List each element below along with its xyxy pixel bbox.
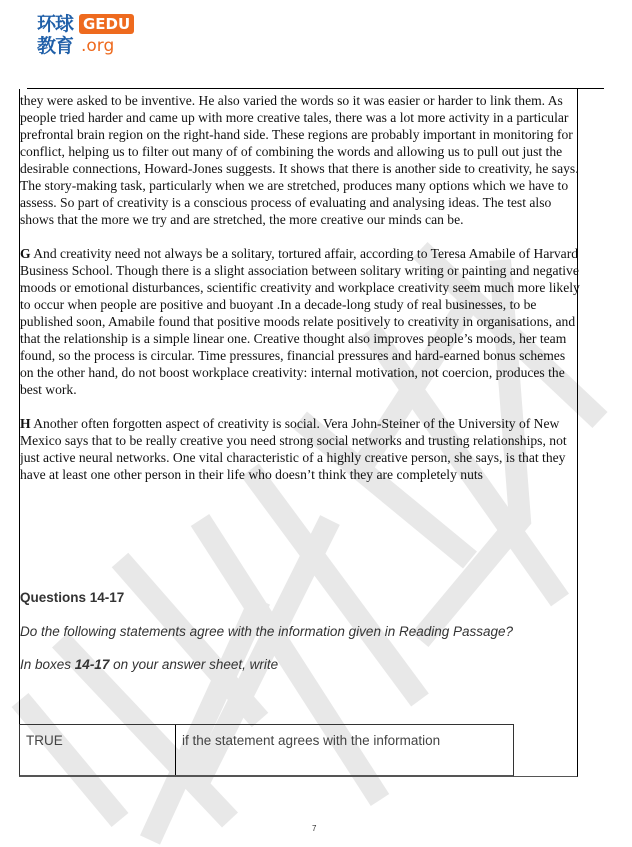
page-number: 7 xyxy=(312,824,317,833)
answer-key-meaning: if the statement agrees with the information xyxy=(182,733,441,748)
paragraph-f-continued: they were asked to be inventive. He also varied the words so it was easier or harder to link them. As people tried harder and came up with more creative tales, there was a lot more activity in a particular prefrontal brain region on the right-hand side. These regions are probably important in monitoring for conflict, helping us to filter out many of of combining the words and allowing us to pull out just the desirable connections, Howard-Jones suggests. It shows that there is another side to creativity, he says. The story-making task, particularly when we are stretched, produces many options which we have to assess. So part of creativity is a conscious process of evaluating and analysing ideas. The test also shows that the more we try and are stretched, the more creative our minds can be. xyxy=(20,93,579,227)
instruction-box-range: 14-17 xyxy=(74,657,110,672)
answer-key-term: TRUE xyxy=(20,725,176,775)
instruction-suffix: on your answer sheet, write xyxy=(109,657,279,672)
paragraph-h-text: Another often forgotten aspect of creativity is social. Vera John-Steiner of the University of New Mexico says that to be really creative you need strong social networks and trusting relationships, not just active neural networks. One vital characteristic of a highly creative person, she says, is that they have at least one other person in their life who doesn’t think they are completely nuts xyxy=(20,416,567,482)
paragraph-g-letter: G xyxy=(20,246,31,261)
logo-chinese-text xyxy=(37,13,73,57)
answer-sheet-instruction xyxy=(20,657,278,672)
logo-chinese-line1: 环球 xyxy=(37,13,74,35)
logo-domain: .org xyxy=(81,36,115,56)
paragraph-h-letter: H xyxy=(20,416,31,431)
logo-chinese-line2: 教育 xyxy=(37,35,74,57)
questions-title: Questions 14-17 xyxy=(20,590,125,605)
instruction-prefix: In boxes xyxy=(20,657,75,672)
paragraph-g xyxy=(20,245,580,398)
gedu-logo xyxy=(37,13,137,59)
questions-instruction: Do the following statements agree with the information given in Reading Passage? xyxy=(20,624,514,639)
paragraph-g-text: And creativity need not always be a solitary, tortured affair, according to Teresa Amabile of Harvard Business School. Though there is a slight association between solitary writing or painting and negative moods or emotional disturbances, scientific creativity and workplace creativity seem much more likely to occur when people are positive and buoyant .In a decade-long study of real businesses, to be published soon, Amabile found that positive moods relate positively to creativity in organisations, and that the relationship is a simple linear one. Creative thought also improves people’s moods, her team found, so the process is circular. Time pressures, financial pressures and hard-earned bonus schemes on the other hand, do not boost workplace creativity: internal motivation, not coercion, produces the best work. xyxy=(20,246,580,397)
logo-brand: GEDU xyxy=(79,14,134,34)
reading-passage xyxy=(20,92,580,500)
answer-key-table-row xyxy=(19,724,514,777)
paragraph-h xyxy=(20,415,580,483)
